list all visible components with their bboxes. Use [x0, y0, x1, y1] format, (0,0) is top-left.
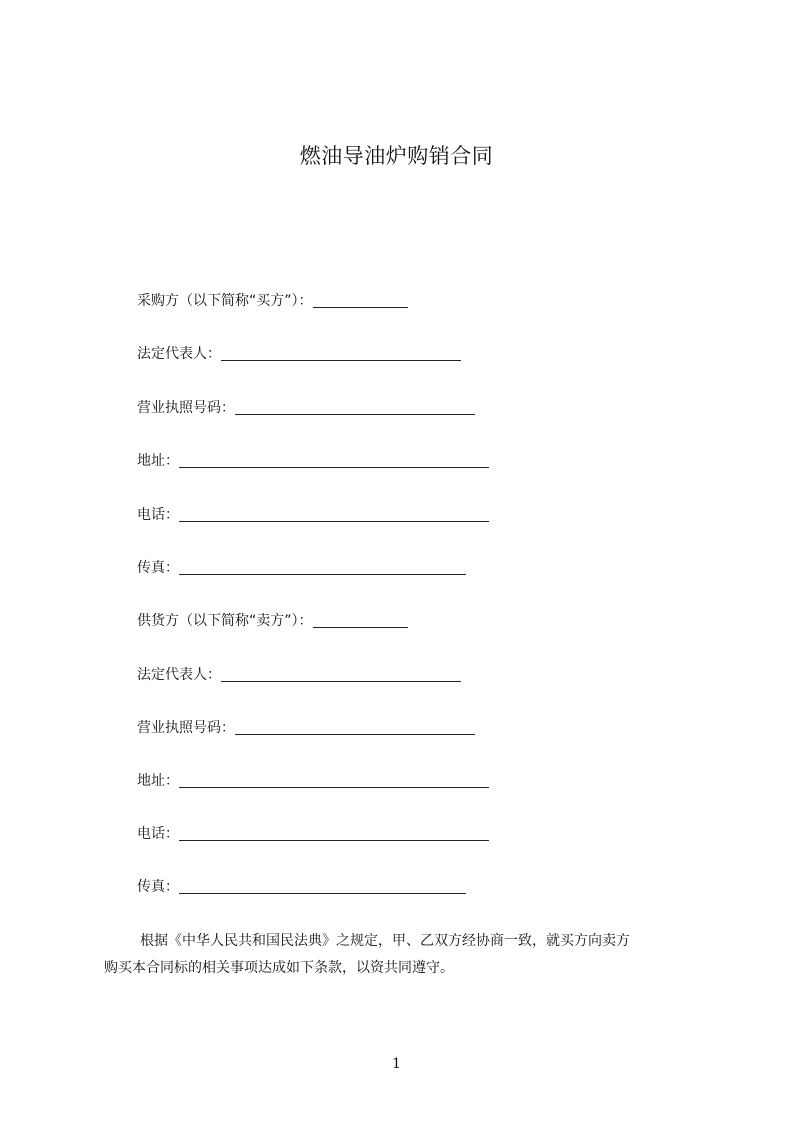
document-title: 燃油导油炉购销合同: [299, 144, 494, 168]
seller-rep-label: 法定代表人：: [137, 667, 221, 683]
seller-party-field: [137, 611, 408, 631]
seller-party-blank[interactable]: [313, 612, 408, 628]
buyer-address-label: 地址：: [137, 453, 179, 469]
page-number: 1: [392, 1056, 401, 1072]
intro-paragraph: [104, 928, 714, 982]
buyer-phone-blank[interactable]: [179, 506, 489, 522]
seller-party-label: 供货方（以下简称“卖方”）：: [137, 613, 313, 629]
buyer-phone-field: [137, 505, 489, 525]
seller-phone-blank[interactable]: [179, 825, 489, 841]
buyer-party-blank[interactable]: [313, 292, 408, 308]
seller-fax-field: [137, 877, 466, 897]
seller-license-label: 营业执照号码：: [137, 720, 235, 736]
buyer-phone-label: 电话：: [137, 507, 179, 523]
seller-license-blank[interactable]: [235, 719, 475, 735]
buyer-rep-label: 法定代表人：: [137, 346, 221, 362]
seller-phone-field: [137, 824, 489, 844]
seller-license-field: [137, 718, 475, 738]
intro-line-2: 购买本合同标的相关事项达成如下条款，以资共同遵守。: [104, 960, 454, 976]
buyer-fax-field: [137, 558, 466, 578]
seller-fax-label: 传真：: [137, 879, 179, 895]
intro-line-1: 根据《中华人民共和国民法典》之规定，甲、乙双方经协商一致，就买方向卖方: [140, 933, 630, 949]
buyer-fax-label: 传真：: [137, 560, 179, 576]
buyer-party-field: [137, 291, 408, 311]
buyer-fax-blank[interactable]: [179, 559, 466, 575]
buyer-address-field: [137, 451, 489, 471]
seller-address-field: [137, 771, 489, 791]
buyer-license-blank[interactable]: [235, 399, 475, 415]
seller-fax-blank[interactable]: [179, 878, 466, 894]
seller-phone-label: 电话：: [137, 826, 179, 842]
buyer-rep-field: [137, 344, 461, 364]
seller-address-blank[interactable]: [179, 772, 489, 788]
buyer-address-blank[interactable]: [179, 452, 489, 468]
buyer-license-label: 营业执照号码：: [137, 400, 235, 416]
buyer-license-field: [137, 398, 475, 418]
seller-rep-blank[interactable]: [221, 666, 461, 682]
buyer-rep-blank[interactable]: [221, 345, 461, 361]
seller-address-label: 地址：: [137, 773, 179, 789]
seller-rep-field: [137, 665, 461, 685]
buyer-party-label: 采购方（以下简称“买方”）：: [137, 293, 313, 309]
